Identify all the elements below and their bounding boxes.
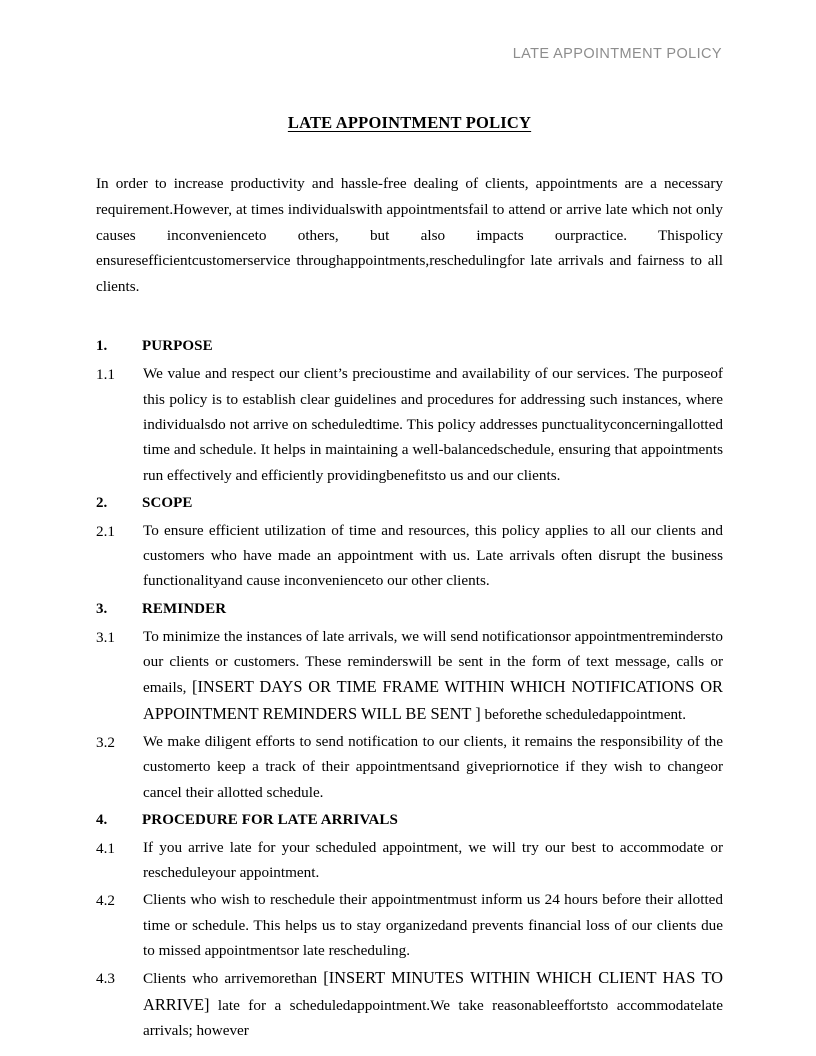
clause-4-3 — [96, 963, 723, 1043]
clause-text-after: late for a scheduledappointment.We take reasonableeffortsto accommodatelate arrivals; however — [143, 996, 723, 1039]
clause-3-1 — [96, 622, 723, 727]
section-heading-procedure — [96, 805, 723, 833]
page-title-text: LATE APPOINTMENT POLICY — [287, 113, 532, 132]
section-number: 3. — [96, 600, 108, 617]
clause-number: 4.1 — [96, 839, 115, 857]
section-heading-reminder — [96, 594, 723, 622]
insert-placeholder: [INSERT DAYS OR TIME FRAME WITHIN WHICH NOTIFICATIONS OR APPOINTMENT REMINDERS WILL BE SENT ] — [143, 677, 723, 723]
section-label: SCOPE — [142, 494, 193, 511]
section-number: 2. — [96, 494, 108, 511]
intro-paragraph: In order to increase productivity and hassle-free dealing of clients, appointments are a necessary requirement.However, at times individualswith appointmentsfail to attend or arrive late which not only causes inconvenienceto others, but also impacts ourpractice. Thispolicy ensuresefficientcustomerservice throughappointments,reschedulingfor late arrivals and fairness to all clients. — [96, 175, 723, 295]
section-number: 1. — [96, 338, 108, 355]
clause-text: To ensure efficient utilization of time and resources, this policy applies to all our clients and customers who have made an appointment with us. Late arrivals often disrupt the business functionalityand cause inconvenienceto our other clients. — [143, 521, 723, 590]
clause-text-before: Clients who arrivemorethan — [143, 970, 324, 988]
clause-1-1 — [96, 359, 723, 487]
clause-text: We value and respect our client’s precioustime and availability of our services. The purposeof this policy is to establish clear guidelines and procedures for addressing such instances, where individualsdo not arrive on scheduledtime. This policy addresses punctualityconcerningallotted time and schedule. It helps in maintaining a well-balancedschedule, ensuring that appointments run effectively and efficiently providingbenefitsto us and our clients. — [143, 365, 723, 484]
clause-3-2 — [96, 727, 723, 805]
clause-4-1 — [96, 833, 723, 886]
clause-text-after: beforethe scheduledappointment. — [480, 705, 687, 723]
section-heading-scope — [96, 488, 723, 516]
section-label: PROCEDURE FOR LATE ARRIVALS — [142, 811, 398, 828]
clause-text: If you arrive late for your scheduled appointment, we will try our best to accommodate or rescheduleyour appointment. — [143, 838, 723, 882]
running-header: LATE APPOINTMENT POLICY — [512, 46, 722, 62]
section-label: REMINDER — [142, 600, 227, 617]
document-body — [96, 112, 723, 1043]
section-label: PURPOSE — [142, 338, 213, 355]
clause-number: 4.3 — [96, 970, 115, 988]
clause-number: 3.2 — [96, 733, 115, 751]
clause-4-2 — [96, 885, 723, 963]
page-title — [96, 112, 723, 133]
section-heading-purpose — [96, 331, 723, 359]
clause-text-before: To minimize the instances of late arrivals, we will send notificationsor appointmentremindersto our clients or customers. These reminderswill be sent in the form of text message, calls or emails, — [143, 627, 723, 697]
clause-number: 2.1 — [96, 522, 115, 540]
clause-text: Clients who wish to reschedule their appointmentmust inform us 24 hours before their allotted time or schedule. This helps us to stay organizedand prevents financial loss of our clients due to missed appointmentsor late rescheduling. — [143, 891, 723, 960]
clause-number: 1.1 — [96, 366, 115, 384]
section-number: 4. — [96, 811, 108, 828]
clause-text — [143, 624, 723, 727]
insert-placeholder: [INSERT MINUTES WITHIN WHICH CLIENT HAS TO ARRIVE] — [143, 968, 723, 1014]
clause-text — [143, 965, 723, 1043]
clause-number: 4.2 — [96, 892, 115, 910]
clause-text: We make diligent efforts to send notification to our clients, it remains the responsibility of the customerto keep a track of their appointmentsand givepriornotice if they wish to changeor cancel their allotted schedule. — [143, 732, 723, 801]
clause-number: 3.1 — [96, 628, 115, 646]
clause-2-1 — [96, 516, 723, 594]
